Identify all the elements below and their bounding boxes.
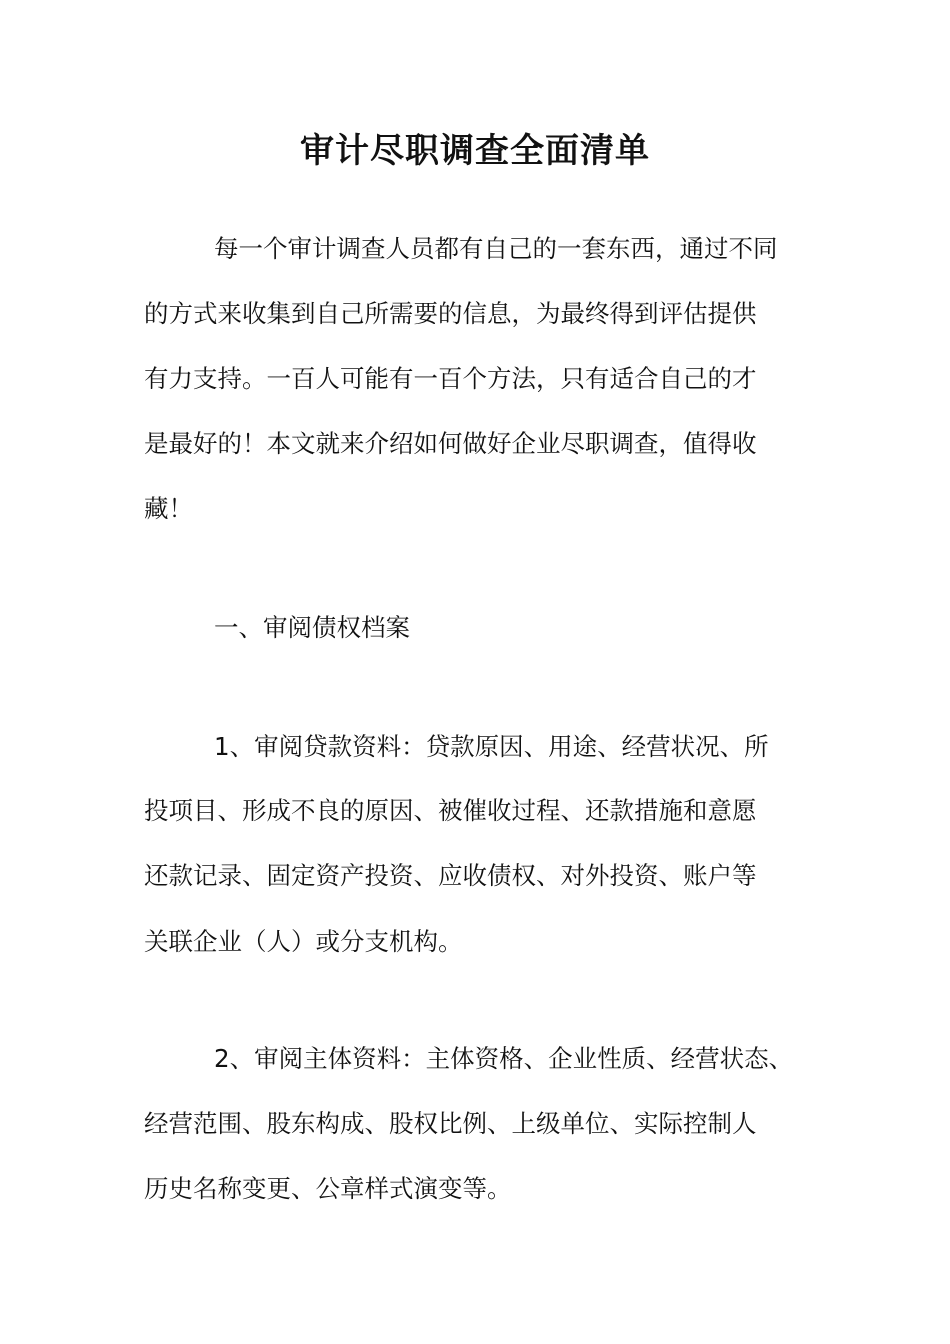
item-2-line-1: 2、审阅主体资料：主体资格、企业性质、经营状态、	[214, 1044, 794, 1073]
intro-line-4: 是最好的！本文就来介绍如何做好企业尽职调查，值得收	[144, 429, 757, 458]
intro-line-1: 每一个审计调查人员都有自己的一套东西，通过不同	[214, 234, 778, 263]
intro-line-2: 的方式来收集到自己所需要的信息，为最终得到评估提供	[144, 299, 757, 328]
intro-line-3: 有力支持。一百人可能有一百个方法，只有适合自己的才	[144, 364, 757, 393]
section-1-heading: 一、审阅债权档案	[214, 613, 410, 642]
item-1-line-3: 还款记录、固定资产投资、应收债权、对外投资、账户等	[144, 861, 757, 890]
item-2-line-2: 经营范围、股东构成、股权比例、上级单位、实际控制人	[144, 1109, 757, 1138]
item-1-line-1: 1、审阅贷款资料：贷款原因、用途、经营状况、所	[214, 732, 769, 761]
item-2-line-3: 历史名称变更、公章样式演变等。	[144, 1174, 512, 1203]
document-title: 审计尽职调查全面清单	[300, 131, 650, 171]
item-1-line-4: 关联企业（人）或分支机构。	[144, 927, 463, 956]
intro-line-5: 藏！	[144, 494, 193, 523]
item-1-line-2: 投项目、形成不良的原因、被催收过程、还款措施和意愿	[144, 796, 757, 825]
